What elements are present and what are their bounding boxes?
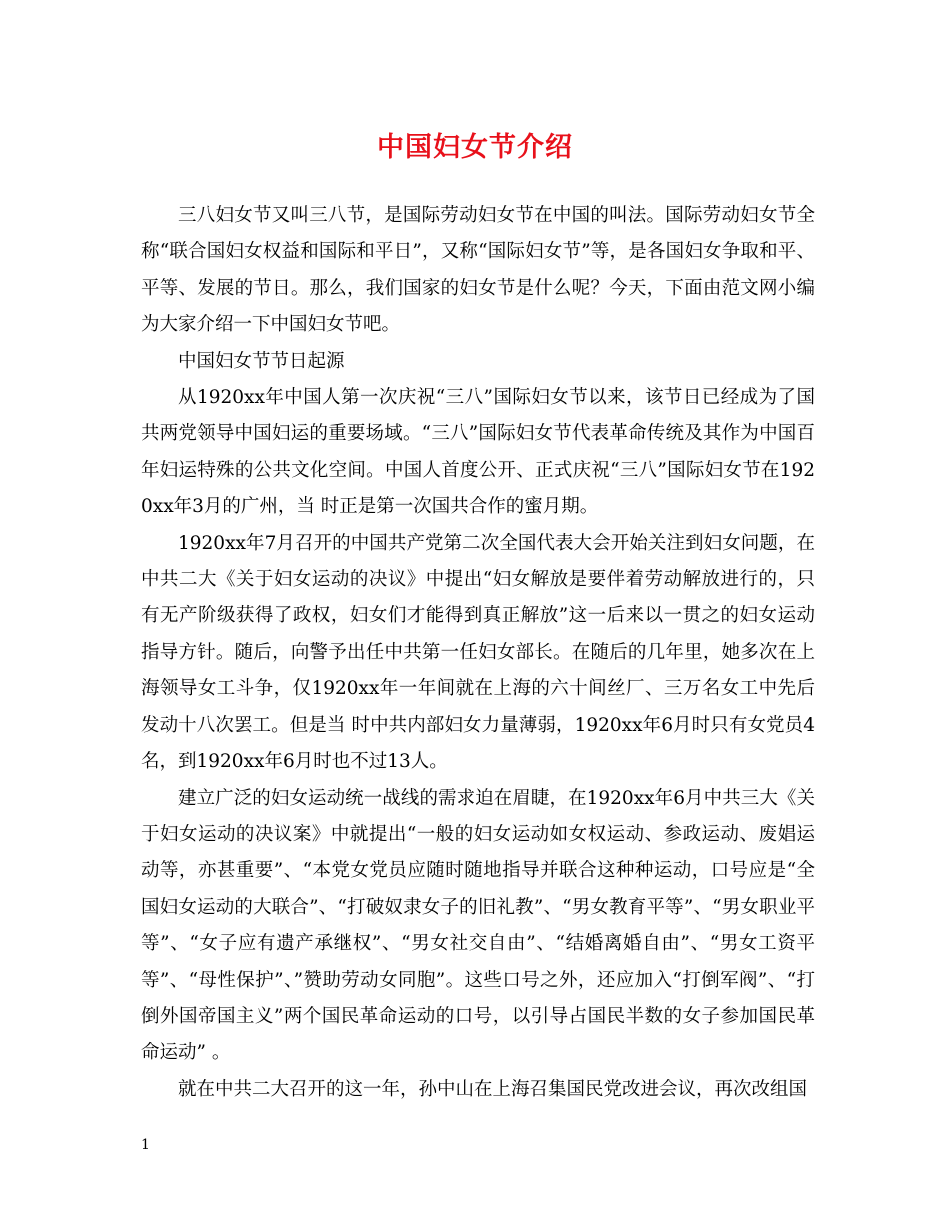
paragraph-second-congress: 1920xx年7月召开的中国共产党第二次全国代表大会开始关注到妇女问题，在中共二大《关于妇女运动的决议》中提出“妇女解放是要伴着劳动解放进行的，只有无产阶级获得了政权，妇女们才能得到真正解放”这一后来以一贯之的妇女运动指导方针。随后，向警予出任中共第一任妇女部长。在随后的几年里，她多次在上海领导女工斗争，仅1920xx年一年间就在上海的六十间丝厂、三万名女工中先后发动十八次罢工。但是当 时中共内部妇女力量薄弱，1920xx年6月时只有女党员4名，到1920xx年6月时也不过13人。 <box>141 532 815 773</box>
document-title: 中国妇女节介绍 <box>377 132 573 163</box>
section-heading-origin: 中国妇女节节日起源 <box>178 350 345 372</box>
page-number: 1 <box>141 1137 150 1153</box>
paragraph-origin: 从1920xx年中国人第一次庆祝“三八”国际妇女节以来，该节日已经成为了国共两党领导中国妇运的重要场域。“三八”国际妇女节代表革命传统及其作为中国百年妇运特殊的公共文化空间。中国人首度公开、正式庆祝“三八”国际妇女节在1920xx年3月的广州，当 时正是第一次国共合作的蜜月期。 <box>141 387 815 518</box>
paragraph-sun-yatsen: 就在中共二大召开的这一年，孙中山在上海召集国民党改进会议，再次改组国 <box>178 1078 808 1100</box>
paragraph-third-congress: 建立广泛的妇女运动统一战线的需求迫在眉睫，在1920xx年6月中共三大《关于妇女运动的决议案》中就提出“一般的妇女运动如女权运动、参政运动、废娼运动等，亦甚重要”、“本党女党员应随时随地指导并联合这种种运动，口号应是“全国妇女运动的大联合”、“打破奴隶女子的旧礼教”、“男女教育平等”、“男女职业平等”、“女子应有遗产承继权”、“男女社交自由”、“结婚离婚自由”、“男女工资平等”、“母性保护”、”赞助劳动女同胞”。这些口号之外，还应加入“打倒军阀”、“打倒外国帝国主义”两个国民革命运动的口号，以引导占国民半数的女子参加国民革命运动” 。 <box>141 787 815 1064</box>
document-body <box>141 198 815 1108</box>
paragraph-intro: 三八妇女节又叫三八节，是国际劳动妇女节在中国的叫法。国际劳动妇女节全称“联合国妇女权益和国际和平日”，又称“国际妇女节”等，是各国妇女争取和平、平等、发展的节日。那么，我们国家的妇女节是什么呢？今天，下面由范文网小编为大家介绍一下中国妇女节吧。 <box>141 205 815 336</box>
